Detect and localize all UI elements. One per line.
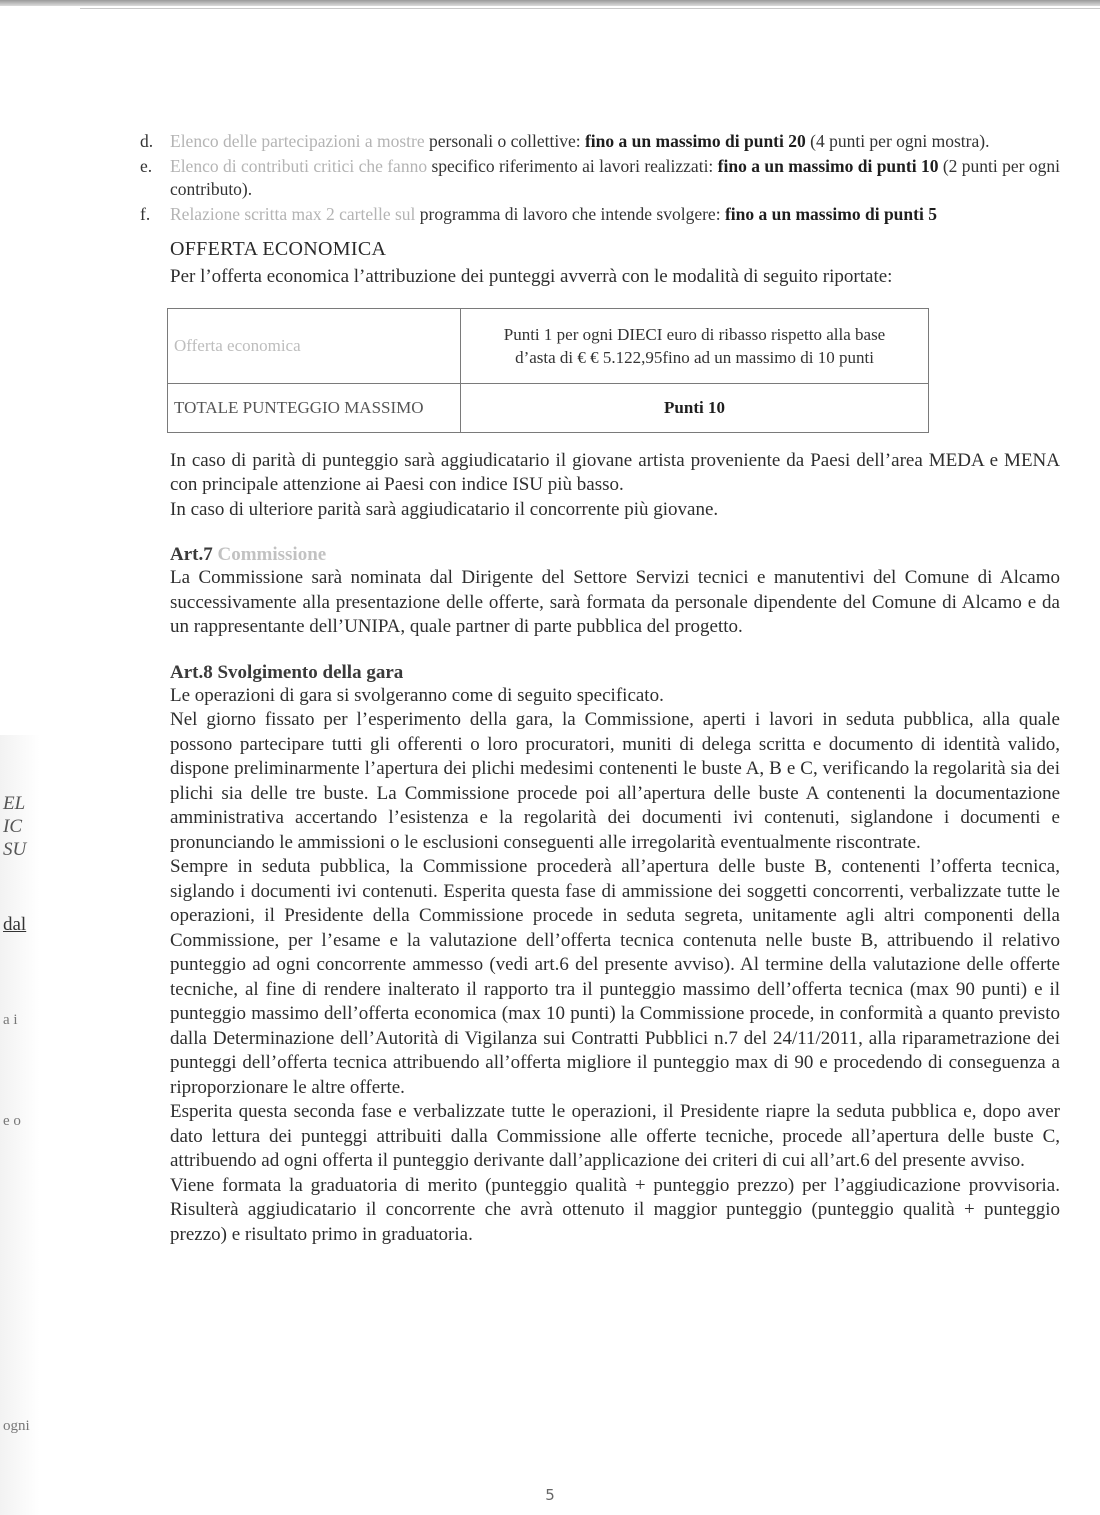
article-number: Art.7 (170, 544, 218, 565)
margin-fragment: EL (3, 793, 26, 814)
margin-fragment: SU (3, 839, 27, 860)
table-cell-label: Offerta economica (168, 308, 461, 383)
article-number: Art.8 (170, 661, 218, 683)
article-7-body: La Commissione sarà nominata dal Dirigente del Settore Servizi tecnici e manutentivi del Comune di Alcamo successivamente alla presentazione delle offerte, sarà formata da personale dipendente del Comune di Alcamo e da un rappresentante dell’UNIPA, quale partner di parte pubblica del progetto. (170, 567, 1060, 637)
table-cell-description (461, 308, 929, 383)
table-desc-line: Punti 1 per ogni DIECI euro di ribasso rispetto alla base (503, 324, 886, 344)
article-8-title (170, 662, 1060, 684)
article-8-paragraph: Le operazioni di gara si svolgeranno come di seguito specificato. (170, 684, 664, 706)
list-marker: d. (140, 131, 154, 151)
list-item-bold: fino a un massimo di punti 10 (717, 156, 939, 176)
table-row (168, 308, 929, 383)
offer-table (167, 308, 929, 433)
list-item-tail: (2 punti per ogni contributo). (170, 156, 1060, 199)
article-heading: Svolgimento della gara (217, 661, 404, 683)
list-item-faded-text: Elenco delle partecipazioni a mostre (170, 131, 429, 151)
list-item (140, 155, 1060, 201)
list-item-faded-text: Elenco di contributi critici che fanno (170, 156, 432, 176)
list-item (140, 203, 1060, 226)
scan-edge-line (0, 0, 1100, 6)
margin-fragment: IC (3, 816, 22, 837)
parity-paragraph-2: In caso di ulteriore parità sarà aggiudicatario il concorrente più giovane. (170, 498, 719, 520)
margin-fragment: a i (3, 1012, 18, 1028)
list-item-tail: (4 punti per ogni mostra). (805, 131, 990, 151)
margin-fragment: dal (3, 914, 27, 935)
scan-edge-line-thin (80, 8, 1100, 9)
list-marker: f. (140, 204, 151, 224)
document-body (140, 130, 1060, 1247)
table-row (168, 383, 929, 432)
article-7-title (170, 544, 1060, 566)
margin-fragment: e o (3, 1113, 21, 1129)
page-number: 5 (545, 1486, 555, 1504)
criteria-list (140, 130, 1060, 226)
list-marker: e. (140, 156, 153, 176)
list-item-text: programma di lavoro che intende svolgere: (419, 204, 725, 224)
article-8-paragraph: Nel giorno fissato per l’esperimento della gara, la Commissione, aperti i lavori in seduta pubblica, alla quale possono partecipare tutti gli offerenti o loro procuratori, muniti di delega scritta e documento di identità valido, dispone preliminarmente l’apertura dei plichi medesimi contenenti le buste A, B e C, verificando la regolarità sia dei plichi sia delle tre buste. La Commissione procede poi all’apertura delle buste A contenenti la documentazione amministrativa accertando l’esistenza e la regolarità dei documenti ivi contenuti, siglandone i documenti e pronunciando le ammissioni o le esclusioni conseguenti alle irregolarità eventualmente riscontrate. (170, 709, 1060, 853)
table-cell-total-label: TOTALE PUNTEGGIO MASSIMO (168, 383, 461, 432)
list-item-bold: fino a un massimo di punti 5 (724, 204, 937, 224)
table-cell-total-value: Punti 10 (461, 383, 929, 432)
margin-fragment: ogni (3, 1418, 30, 1434)
article-heading: Commissione (217, 544, 327, 565)
table-desc-line: d’asta di € € 5.122,95fino ad un massimo di 10 punti (515, 347, 874, 367)
list-item-faded-text: Relazione scritta max 2 cartelle sul (170, 204, 420, 224)
offer-heading: OFFERTA ECONOMICA (170, 238, 387, 260)
list-item (140, 130, 1060, 153)
offer-intro: Per l’offerta economica l’attribuzione dei punteggi avverrà con le modalità di seguito riportate: (170, 266, 893, 287)
list-item-text: specifico riferimento ai lavori realizzati: (431, 156, 718, 176)
parity-paragraph: In caso di parità di punteggio sarà aggiudicatario il giovane artista proveniente da Paesi dell’area MEDA e MENA con principale attenzione ai Paesi con indice ISU più basso. (170, 449, 1060, 495)
list-item-bold: fino a un massimo di punti 20 (584, 131, 806, 151)
list-item-text: personali o collettive: (428, 131, 585, 151)
article-8-paragraph: Sempre in seduta pubblica, la Commissione procederà all’apertura delle buste B, contenenti l’offerta tecnica, siglando i documenti ivi contenuti. Esperita questa fase di ammissione dei soggetti concorrenti, verbalizzate tutte le operazioni, il Presidente della Commissione procede in seduta segreta, unitamente agli altri componenti della Commissione, per l’esame e la valutazione dell’offerta tecnica contenuta nelle buste B, attribuendo il relativo punteggio ad ogni concorrente ammesso (vedi art.6 del presente avviso). Al termine della valutazione delle offerte tecniche, al fine di rendere inalterato il rapporto tra il punteggio massimo dell’offerta tecnica (max 90 punti) e il punteggio massimo dell’offerta economica (max 10 punti) la Commissione procede, in conformità a quanto previsto dalla Determinazione dell’Autorità di Vigilanza sui Contratti Pubblici n.7 del 24/11/2011, alla riparametrazione dei punteggi dell’offerta tecnica attribuendo all’offerta migliore il punteggio max di 90 e procedendo di conseguenza a riproporzionare le altre offerte. (170, 856, 1060, 1098)
parity-block (170, 449, 1060, 523)
article-8-paragraph: Viene formata la graduatoria di merito (punteggio qualità + punteggio prezzo) per l’aggiudicazione provvisoria. Risulterà aggiudicatario il concorrente che avrà ottenuto il maggior punteggio (punteggio qualità + punteggio prezzo) e risultato primo in graduatoria. (170, 1174, 1060, 1245)
article-8-paragraph: Esperita questa seconda fase e verbalizzate tutte le operazioni, il Presidente riapre la seduta pubblica e, dopo aver dato lettura dei punteggi attribuiti dalla Commissione alle offerte tecniche, procede all’apertura delle buste C, attribuendo ad ogni offerta il punteggio derivante dall’applicazione dei criteri di cui all’art.6 del presente avviso. (170, 1101, 1060, 1171)
